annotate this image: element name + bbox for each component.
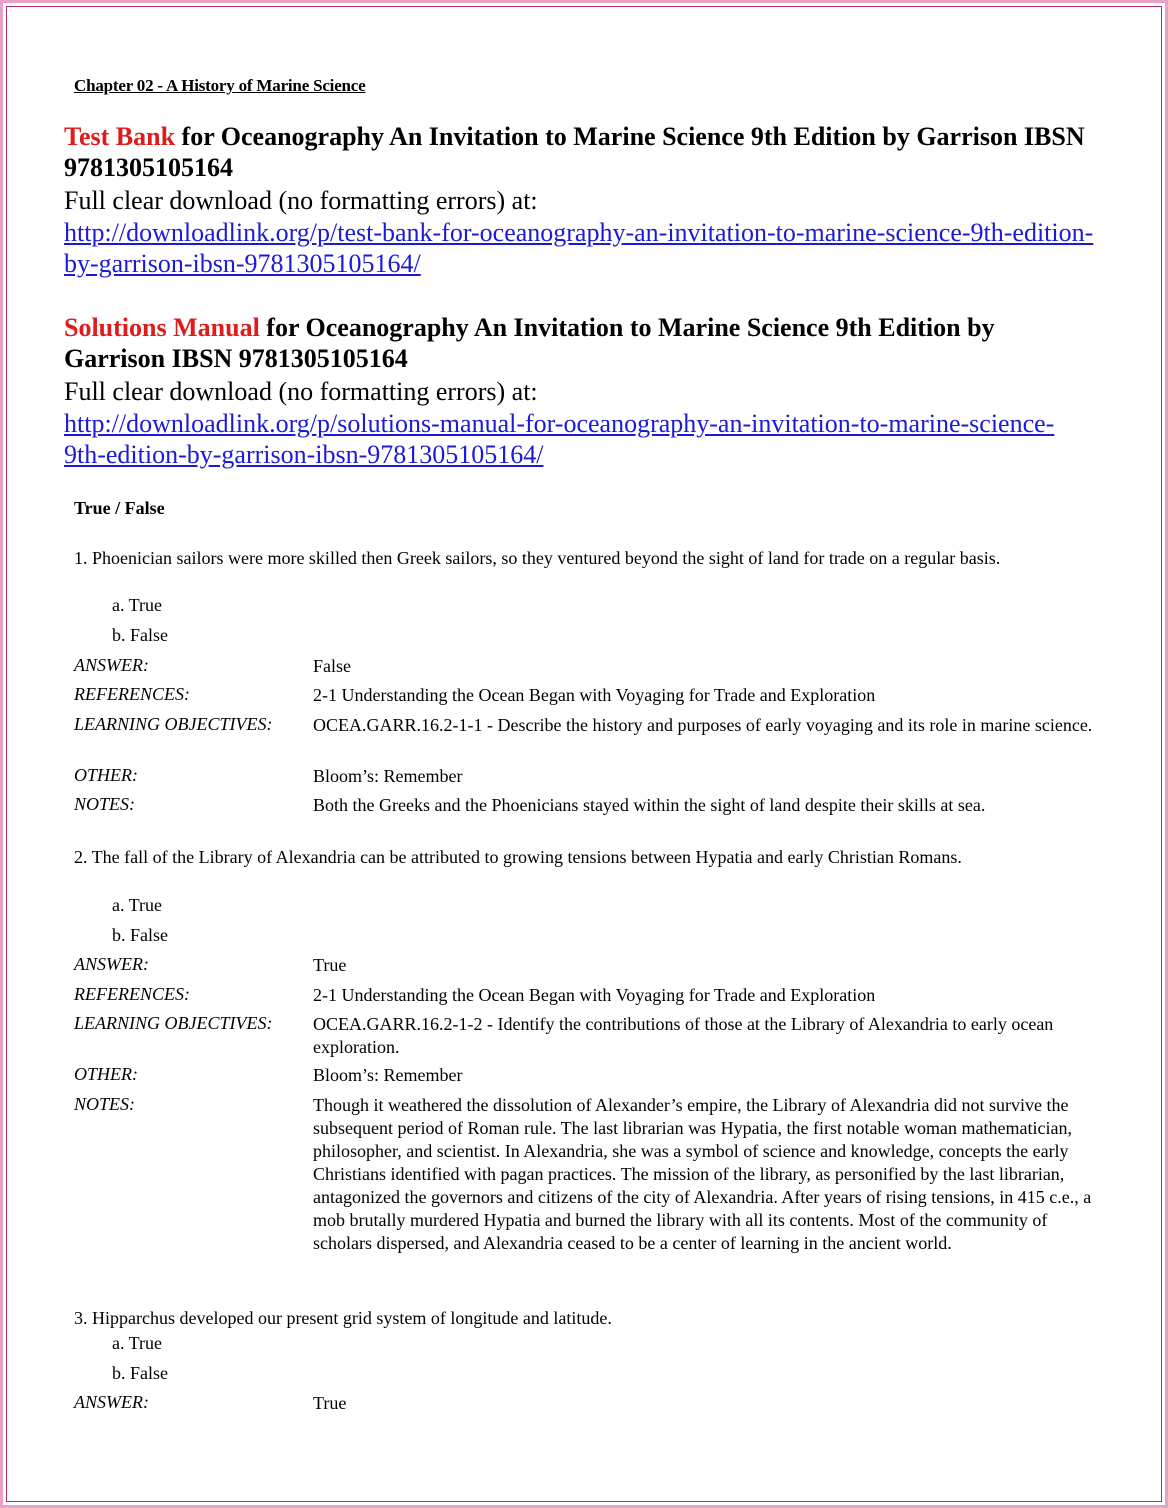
- test-bank-label: Test Bank: [64, 122, 176, 151]
- question-1-other: Bloom’s: Remember: [313, 766, 463, 786]
- question-1-references-label: REFERENCES:: [74, 684, 190, 704]
- question-1-notes: Both the Greeks and the Phoenicians stayed within the sight of land despite their skills at sea.: [313, 795, 986, 815]
- question-1-answer-label: ANSWER:: [74, 655, 149, 675]
- solutions-manual-download-text: Full clear download (no formatting errors) at:: [64, 377, 538, 406]
- question-3-option-a: a. True: [112, 1333, 163, 1353]
- solutions-manual-block: [64, 312, 1124, 470]
- question-2-answer-label: ANSWER:: [74, 954, 149, 974]
- question-3-text: 3. Hipparchus developed our present grid system of longitude and latitude.: [74, 1308, 612, 1328]
- test-bank-download-link[interactable]: http://downloadlink.org/p/test-bank-for-oceanography-an-invitation-to-marine-science-9th-edition-by-garrison-ibsn-9781305105164/: [64, 218, 1094, 278]
- question-2-answer: True: [313, 955, 347, 975]
- question-3-answer: True: [313, 1393, 347, 1413]
- test-bank-heading: [64, 121, 1124, 183]
- question-2-references: 2-1 Understanding the Ocean Began with Voyaging for Trade and Exploration: [313, 985, 876, 1005]
- solutions-manual-title: for Oceanography An Invitation to Marine Science 9th Edition by Garrison IBSN 9781305105164: [64, 313, 995, 373]
- test-bank-block: [64, 121, 1124, 279]
- question-2-objectives: OCEA.GARR.16.2-1-2 - Identify the contributions of those at the Library of Alexandria to early ocean exploration.: [313, 1014, 1054, 1057]
- question-2-notes: Though it weathered the dissolution of Alexander’s empire, the Library of Alexandria did not survive the subsequent period of Roman rule. The last librarian was Hypatia, the first notable woman mathematician, philosopher, and scientist. In Alexandria, she was a symbol of science and knowledge, concepts the early Christians identified with pagan practices. The mission of the library, as personified by the last librarian, antagonized the governors and citizens of the city of Alexandria. After years of rising tensions, in 415 c.e., a mob brutally murdered Hypatia and burned the library with all its contents. Most of the community of scholars dispersed, and Alexandria ceased to be a center of learning in the ancient world.: [313, 1095, 1092, 1253]
- solutions-manual-heading: [64, 312, 1094, 374]
- solutions-manual-label: Solutions Manual: [64, 313, 260, 342]
- question-1-objectives-label: LEARNING OBJECTIVES:: [74, 714, 273, 734]
- question-3-option-b: b. False: [112, 1363, 168, 1383]
- question-1-option-b: b. False: [112, 625, 168, 645]
- question-1-objectives: OCEA.GARR.16.2-1-1 - Describe the history and purposes of early voyaging and its role in marine science.: [313, 715, 1093, 735]
- question-2-objectives-label: LEARNING OBJECTIVES:: [74, 1013, 273, 1033]
- question-2-references-label: REFERENCES:: [74, 984, 190, 1004]
- question-1-references: 2-1 Understanding the Ocean Began with Voyaging for Trade and Exploration: [313, 685, 876, 705]
- question-2-other-label: OTHER:: [74, 1064, 138, 1084]
- chapter-title: Chapter 02 - A History of Marine Science: [74, 76, 366, 95]
- question-2-other: Bloom’s: Remember: [313, 1065, 463, 1085]
- question-2-option-a: a. True: [112, 895, 163, 915]
- section-title: True / False: [74, 498, 165, 518]
- question-1-answer: False: [313, 656, 351, 676]
- question-1-option-a: a. True: [112, 595, 163, 615]
- test-bank-title: for Oceanography An Invitation to Marine Science 9th Edition by Garrison IBSN 9781305105164: [64, 122, 1085, 182]
- question-1-other-label: OTHER:: [74, 765, 138, 785]
- question-2-option-b: b. False: [112, 925, 168, 945]
- question-2-text: 2. The fall of the Library of Alexandria can be attributed to growing tensions between Hypatia and early Christian Romans.: [74, 847, 962, 867]
- solutions-manual-download-link[interactable]: http://downloadlink.org/p/solutions-manual-for-oceanography-an-invitation-to-marine-science-9th-edition-by-garrison-ibsn-9781305105164/: [64, 409, 1055, 469]
- question-2-notes-label: NOTES:: [74, 1094, 136, 1114]
- question-3-answer-label: ANSWER:: [74, 1392, 149, 1412]
- test-bank-download-text: Full clear download (no formatting errors) at:: [64, 186, 538, 215]
- question-1-notes-label: NOTES:: [74, 794, 136, 814]
- question-1-text: 1. Phoenician sailors were more skilled then Greek sailors, so they ventured beyond the sight of land for trade on a regular basis.: [74, 548, 1001, 568]
